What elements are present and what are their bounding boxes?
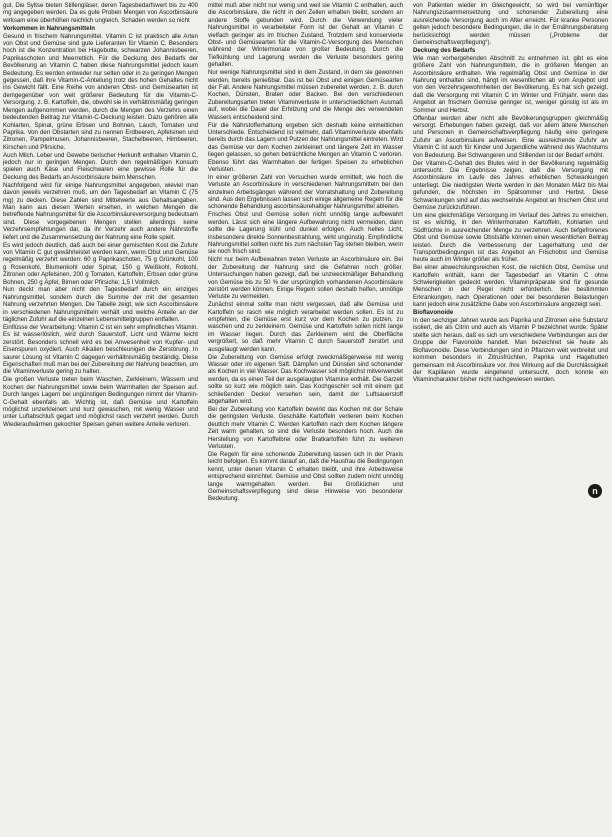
paragraph: Um eine gleichmäßige Versorgung im Verlauf des Jahres zu erreichen, ist es wichtig, in den Wintermonaten Kartoffeln, Kohlarten und Südfrüchte in ausreichender Menge zu verzehren. Auch tiefgefrorenes Obst und Gemüse sowie Obstsäfte können einen wesentlichen Beitrag leisten. Durch die Verbesserung der Lagerhaltung und der Transportbedingungen ist das Angebot an Frischobst und Gemüse heute auch im Winter größer als früher. — [413, 211, 608, 264]
paragraph: Offenbar werden aber nicht alle Bevölkerungsgruppen gleichmäßig versorgt. Erhebungen haben gezeigt, daß vor allem ältere Menschen und Personen in Gemeinschaftsverpflegung häufig eine geringere Zufuhr an Ascorbinsäure aufweisen. Eine ausreichende Zufuhr an Vitamin C ist auch für Kinder und Jugendliche während des Wachstums von Bedeutung. Bei Schwangeren und Stillenden ist der Bedarf erhöht. — [413, 114, 608, 159]
paragraph: Die großen Verluste treten beim Waschen, Zerkleinern, Wässern und Kochen der Nahrungsmittel sowie beim Warmhalten der Speisen auf. Durch langes Lagern bei ungünstigen Bedingungen nimmt der Vitamin-C-Gehalt ebenfalls ab. Wichtig ist, daß Gemüse und Kartoffeln möglichst unzerkleinert und kurz gewaschen, mit wenig Wasser und unter Luftabschluß gegart und möglichst rasch verzehrt werden. Durch Wiederaufwärmen gekochter Speisen gehen weitere Anteile verloren. — [3, 376, 198, 428]
paragraph: Nachfolgend wird für einige Nahrungsmittel angegeben, wieviel man davon jeweils verzehren muß, um den Tagesbedarf an Vitamin C (75 mg) zu decken. Diese Zahlen sind Mittelwerte aus Gehaltsangaben. Man kann aus diesen Werten ersehen, in welchen Mengen die betreffende Nahrungsmittel für die Ascorbinsäureversorgung bedeutsam sind. Diese vorgegebenen Mengen stellen allerdings keine Verzehrsempfehlungen dar, da ihr Verzehr auch andere Nährstoffe liefert und die Zusammensetzung der Nahrung eine Rolle spielt. — [3, 181, 198, 241]
paragraph: Die Zubereitung von Gemüse erfolgt zweckmäßigerweise mit wenig Wasser oder im eigenen Saft. Dämpfen und Dünsten sind schonender als Kochen in viel Wasser. Das Kochwasser soll möglichst mitverwendet werden, da es einen Teil der ausgelaugten Vitamine enthält. Die Garzeit sollte so kurz wie möglich sein. Das Kochgeschirr soll mit einem gut schließenden Deckel versehen sein, damit der Luftsauerstoff abgehalten wird. — [208, 353, 403, 406]
paragraph: Nur wenige Nahrungsmittel sind in dem Zustand, in dem sie gewonnen werden, bereits genießbar. Das ist bei Obst und einigen Gemüsearten der Fall. Andere Nahrungsmittel müssen zubereitet werden, z. B. durch Kochen, Dünsten, Braten oder Backen. Bei den verschiedenen Zubereitungsarten treten Vitaminverluste in unterschiedlichem Ausmaß auf, wobei die Dauer der Erhitzung und die Menge des verwendeten Wassers entscheidend sind. — [208, 69, 403, 121]
column-middle — [208, 2, 403, 835]
paragraph: Einflüsse der Verarbeitung: Vitamin C ist ein sehr empfindliches Vitamin. Es ist wasserlöslich, wird durch Sauerstoff, Licht und Wärme leicht zerstört. Besonders schnell wird es bei Anwesenheit von Kupfer- und Eisenspuren oxydiert. Auch Alkalien beschleunigen die Zerstörung. In saurer Lösung ist Vitamin C dagegen verhältnismäßig beständig. Diese Eigenschaften muß man bei der Zubereitung der Nahrung beachten, um die Vitaminverluste gering zu halten. — [3, 323, 198, 376]
paragraph: In den sechziger Jahren wurde aus Paprika und Zitronen eine Substanz isoliert, die als Citrin und auch als Vitamin P bezeichnet wurde. Später stellte sich heraus, daß es sich um verschiedene Verbindungen aus der Gruppe der Flavonoide handelt. Man bezeichnet sie heute als Bioflavonoide. Diese Verbindungen sind in Pflanzen weit verbreitet und kommen besonders in Zitrusfrüchten, Paprika und Hagebutten gemeinsam mit Ascorbinsäure vor. Ihre Wirkung auf die Durchlässigkeit der Kapillaren wurde eingehend untersucht, doch konnte ein Vitamincharakter bisher nicht nachgewiesen werden. — [413, 317, 608, 384]
section-heading: Vorkommen in Nahrungsmitteln — [3, 24, 95, 32]
page-marker: n — [588, 484, 602, 498]
paragraph: Zunächst einmal sollte man nicht vergessen, daß alle Gemüse und Kartoffeln so rasch wie möglich verarbeitet werden sollen. Es ist zu empfehlen, die Gemüse erst kurz vor dem Kochen zu putzen, zu waschen und zu zerkleinern. Gemüse und Kartoffeln sollen nicht lange im Wasser liegen. Durch das Zerkleinern wird die Oberfläche vergrößert, so daß mehr Vitamin C durch Sauerstoff zerstört und ausgelaugt werden kann. — [208, 301, 403, 353]
column-right — [413, 2, 608, 835]
paragraph: Für die Nährstofferhaltung ergeben sich deshalb keine einheitlichen Unterschiede. Entscheidend ist vielmehr, daß Vitaminverluste ebenfalls bereits durch das Lagern und Putzen der Nahrungsmittel eintreten. Wird das Gemüse vor dem Kochen zerkleinert und längere Zeit im Wasser liegen gelassen, so gehen beträchtliche Mengen an Vitamin C verloren. Ebenso führt das Warmhalten der fertigen Speisen zu erheblichen Verlusten. — [208, 121, 403, 173]
paragraph: Gesund in frischem Nahrungsmittel. Vitamin C ist praktisch alle Arten von Obst und Gemüse sind gute Lieferanten für Vitamin C. Besonders hoch ist die Konzentration bei Hagebutte, schwarzen Johannisbeeren, Paprikaschoten und Meerrettich. Für die Deckung des Bedarfs der Bevölkerung an Vitamin C haben diese Nahrungsmittel jedoch kaum Bedeutung. Es werden entweder nur selten oder in zu geringen Mengen gegessen, daß ihre Vitamin-C-Anteilung trotz des hohen Gehaltes nicht ins Gewicht fällt. Eine Reihe von anderen Obst- und Gemüsearten ist demgegenüber von weit größerer Bedeutung für die Vitamin-C-Versorgung, z. B. Kartoffeln, die, obwohl sie in verhältnismäßig geringen Mengen aufgenommen werden, durch die Mengen des Verzehrs einen bedeutenden Beitrag zur Vitamin-C-Deckung leisten. Dazu gehören alle Kohlarten, Spinat, grüne Erbsen und Bohnen, Lauch, Tomaten und Paprika. Von den Obstarten sind zu nennen Erdbeeren, Apfelsinen und Zitronen, Pampelmusen, Johannisbeeren, Stachelbeeren, Himbeeren, Kirschen und Pfirsiche. — [3, 32, 198, 151]
paragraph: Der Vitamin-C-Gehalt des Blutes wird in der Bevölkerung regelmäßig untersucht. Die Ergebnisse zeigen, daß die Versorgung mit Ascorbinsäure im Laufe des Jahres erheblichen Schwankungen unterliegt. Die niedrigsten Werte werden in den Monaten März bis Mai gefunden, die höchsten im Spätsommer und Herbst. Diese Schwankungen sind auf das wechselnde Angebot an frischem Obst und Gemüse zurückzuführen. — [413, 159, 608, 211]
paragraph: Auch Milch, Leber und Gewebe tierischer Herkunft enthalten Vitamin C, jedoch nur in geringen Mengen. Durch den regelmäßigen Konsum spielen auch Käse und Fleischwaren eine gewisse Rolle für die Deckung des Bedarfs an Ascorbinsäure beim Menschen. — [3, 151, 198, 181]
paragraph: Es wird jedoch deutlich, daß auch bei einer gemischten Kost die Zufuhr von Vitamin C gut gewährleistet werden kann, wenn Obst und Gemüse regelmäßig verzehrt werden: 60 g Paprikaschoten, 75 g Grünkohl, 100 g Rosenkohl, Blumenkohl oder Spinat, 150 g Weißkohl, Rotkohl, Zitronen oder Apfelsinen, 200 g Tomaten, Kartoffeln, Erbsen oder grüne Bohnen, 250 g Äpfel, Birnen oder Pfirsiche; 1,5 l Vollmilch. — [3, 241, 198, 286]
paragraph: mittel muß aber nicht nur wenig und weil sie Vitamin C enthalten, auch die Ascorbinsäure, die nicht in den Zellen erhalten bleibt, sondern an andere Stoffe gebunden wird. Durch die Verwendung vieler Nahrungsmittel in verarbeiteter Form ist der Gehalt an Vitamin C vielfach geringer als im frischen Zustand. Trotzdem sind konservierte Obst- und Gemüsearten für die Vitamin-C-Versorgung des Menschen während der Wintermonate von großer Bedeutung. Durch die Tiefkühlung und Lagerung werden die Verluste besonders gering gehalten. — [208, 2, 403, 69]
paragraph: Wie man vorhergehenden Abschnitt zu entnehmen ist, gibt es eine größere Zahl von Nahrungsmitteln, die in größeren Mengen an Ascorbinsäure enthalten. Wie regelmäßig Obst und Gemüse in der Nahrung enthalten sind, hängt im wesentlichen ab vom Angebot und von den Verzehrsgewohnheiten der Bevölkerung. Es hat sich gezeigt, daß die Versorgung mit Vitamin C im Winter und Frühjahr, wenn das Angebot an frischem Gemüse geringer ist, weniger günstig ist als im Sommer und Herbst. — [413, 54, 608, 114]
paragraph: Nun deckt man aber nicht den Tagesbedarf durch ein einziges Nahrungsmittel, sondern durch die Summe der mit der gesamten Nahrung verzehrten Mengen. Die Tabelle zeigt, wie sich Ascorbinsäure in verschiedenen Nahrungsmitteln verhält und welche Anteile an der täglichen Zufuhr auf die einzelnen Lebensmittelgruppen entfallen. — [3, 286, 198, 324]
column-left — [3, 2, 198, 835]
paragraph: Bei einer abwechslungsreichen Kost, die reichlich Obst, Gemüse und Kartoffeln enthält, kann der Tagesbedarf an Vitamin C ohne Schwierigkeiten gedeckt werden. Vitaminpräparate sind für gesunde Menschen in der Regel nicht erforderlich. Bei bestimmten Erkrankungen, nach Operationen oder bei besonderen Belastungen kann jedoch eine zusätzliche Gabe von Ascorbinsäure angezeigt sein. — [413, 264, 608, 309]
paragraph: Die Regeln für eine schonende Zubereitung lassen sich in der Praxis leicht befolgen. Es kommt darauf an, daß die Hausfrau die Bedingungen kennt, unter denen Vitamin C erhalten bleibt, und ihre Arbeitsweise entsprechend einrichtet. Gemüse und Obst sollten zudem nicht unnötig lange warmgehalten werden. Bei Großküchen und Gemeinschaftsverpflegung sind diese Hinweise von besonderer Bedeutung. — [208, 450, 403, 503]
section-heading: Deckung des Bedarfs — [413, 46, 476, 54]
paragraph: von Patienten wieder im Gleichgewicht, so wird bei vernünftiger Nahrungszusammensetzung und schonender Zubereitung eine ausreichende Versorgung auch im Alter erreicht. Für kranke Personen gelten jedoch besondere Bedingungen, die in der Ernährungsberatung berücksichtigt werden müssen („Probleme der Gemeinschaftsverpflegung“). — [413, 2, 608, 47]
section-heading: Bioflavonoide — [413, 309, 454, 317]
paragraph: Nicht nur beim Aufbewahren treten Verluste an Ascorbinsäure ein. Bei der Zubereitung der Nahrung sind die Gefahren noch größer. Untersuchungen haben gezeigt, daß bei unzweckmäßiger Behandlung von Gemüse bis zu 50 % der ursprünglich vorhandenen Ascorbinsäure zerstört werden können. Einige Regeln sollen deshalb helfen, unnötige Verluste zu vermeiden. — [208, 256, 403, 301]
paragraph: Frisches Obst und Gemüse sollen nicht unnötig lange aufbewahrt werden. Lässt sich eine längere Aufbewahrung nicht vermeiden, dann sollte die Lagerung kühl und dunkel erfolgen. Auch helles Licht, insbesondere direkte Sonnenbestrahlung, wirkt ungünstig. Empfindliche Nahrungsmittel sollten nicht bis zum nächsten Tag stehen bleiben, wenn sie noch frisch sind. — [208, 211, 403, 256]
paragraph: gut. Die Syltse bieten Stillengläser, deren Tagesbedarfswert bis zu 400 mg angegeben werden. Da es gute Proben Mengen von Ascorbinsäure wirksam eine überhöhen reichlich ungleich. Schaden werden so nicht — [3, 2, 198, 24]
paragraph: Bei der Zubereitung von Kartoffeln bewirkt das Kochen mit der Schale die geringsten Verluste. Geschälte Kartoffeln verlieren beim Kochen deutlich mehr Vitamin C. Werden Kartoffeln nach dem Kochen längere Zeit warm gehalten, so sind die Verluste besonders hoch. Auch die Herstellung von Kartoffelbrei oder Bratkartoffeln führt zu weiteren Verlusten. — [208, 405, 403, 450]
paragraph: In einer größeren Zahl von Versuchen wurde ermittelt, wie hoch die Verluste an Ascorbinsäure in verschiedenen Nahrungsmitteln bei den einzelnen Arbeitsgängen während der Vorratshaltung und Zubereitung sind. Aus den Ergebnissen lassen sich einige allgemeine Regeln für die schonende Behandlung ascorbinsäurehaltiger Nahrungsmittel ableiten. — [208, 173, 403, 211]
